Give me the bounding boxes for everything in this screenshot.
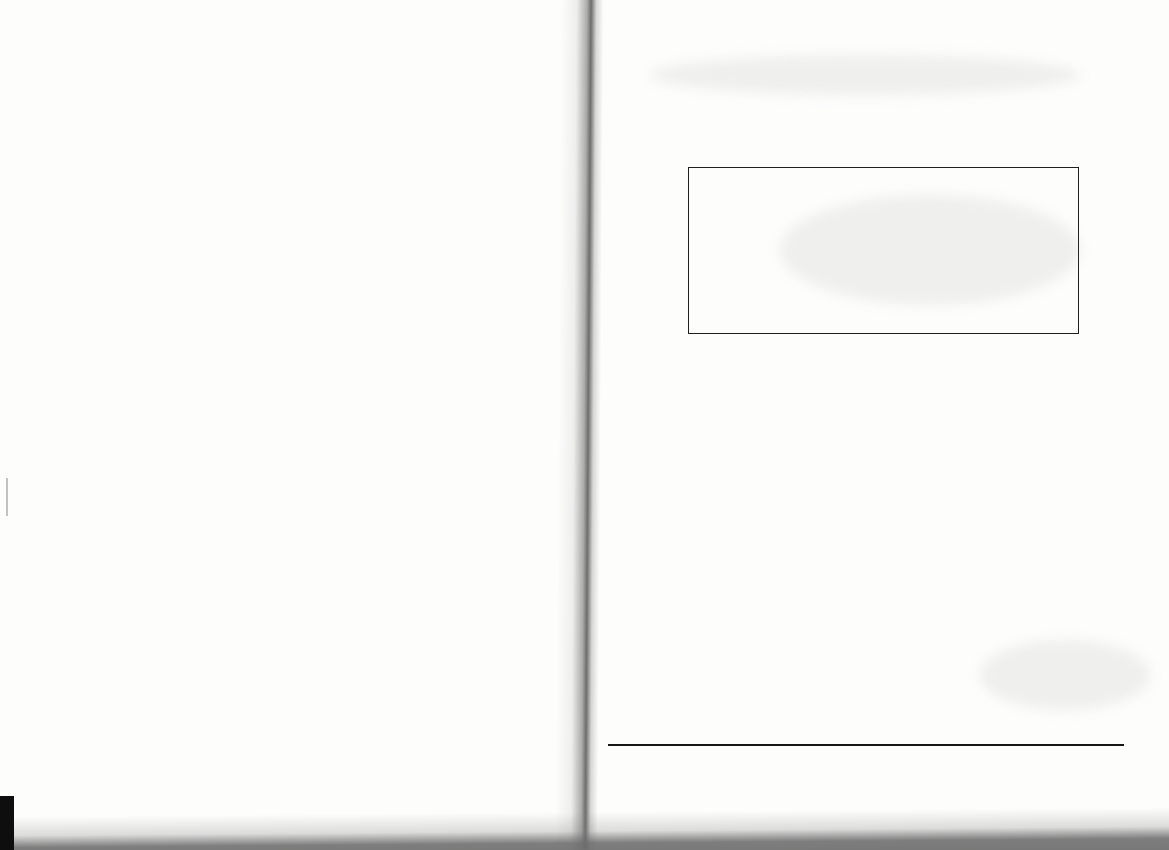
scan-bottom-shadow (0, 807, 1169, 850)
footer-divider (608, 744, 1124, 746)
book-spine-shadow (555, 0, 613, 850)
plate-scan-figure (45, 75, 527, 225)
page-48 (45, 42, 542, 235)
bleedthrough-smudge (650, 55, 1080, 95)
scan-edge-mark (6, 478, 8, 516)
sources-block (610, 628, 1145, 630)
bleedthrough-smudge (780, 195, 1080, 305)
bleedthrough-smudge (980, 640, 1150, 710)
scan-corner-mark (0, 796, 14, 850)
chart-y-axis-title (691, 220, 703, 280)
